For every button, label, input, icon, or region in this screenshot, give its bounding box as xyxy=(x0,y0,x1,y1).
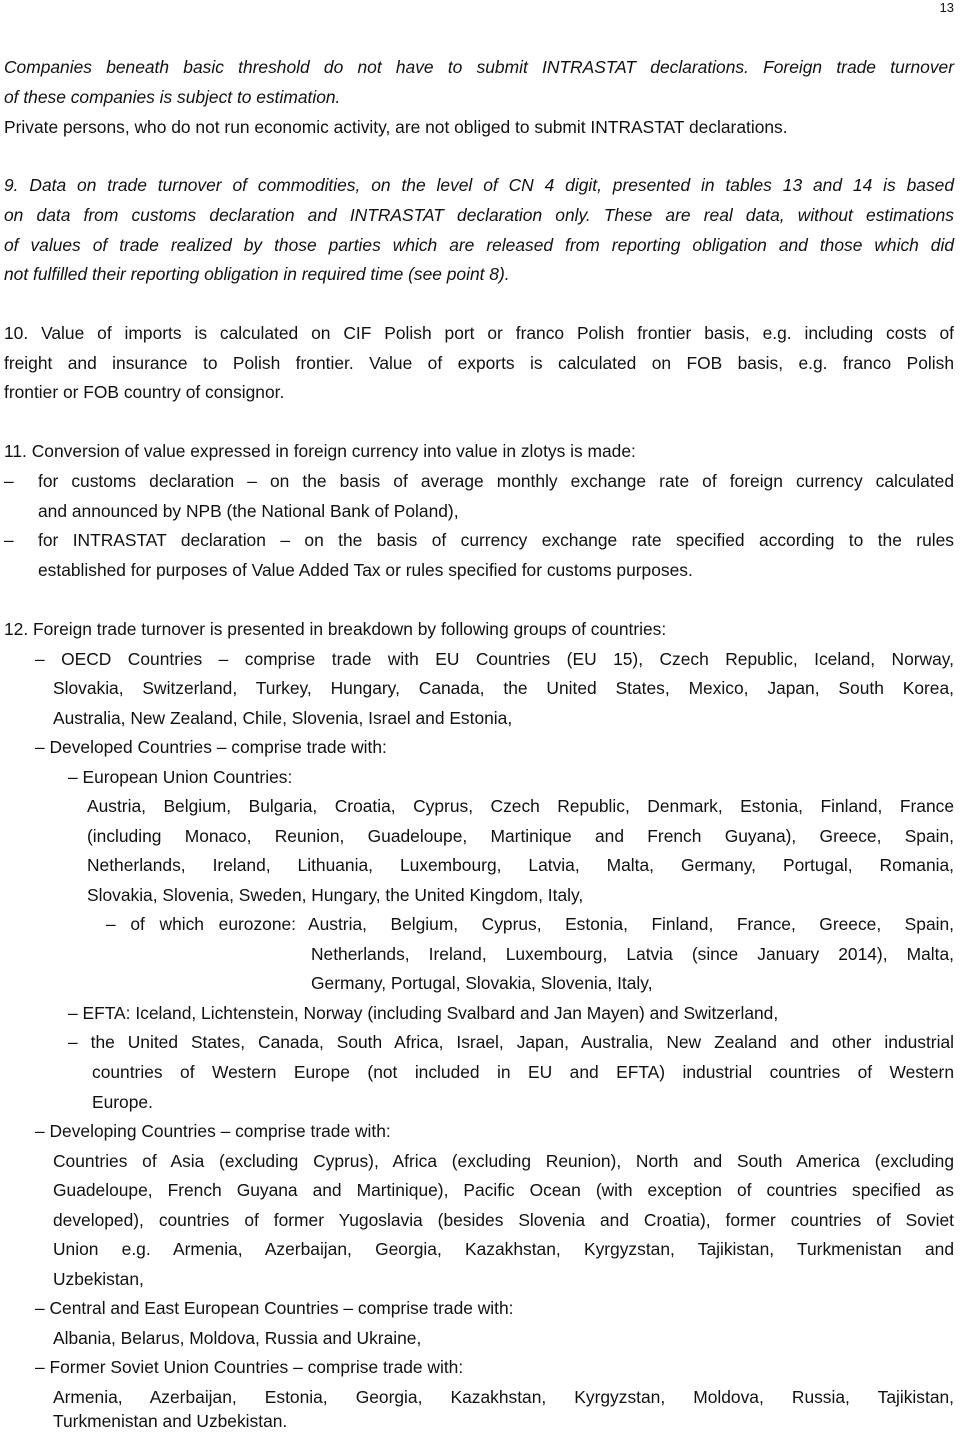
oecd-line-1: – OECD Countries – comprise trade with EU Countries (EU 15), Czech Republic, Iceland, Norway, xyxy=(35,649,954,669)
fsu-countries-line-1: Armenia, Azerbaijan, Estonia, Georgia, Kazakhstan, Kyrgyzstan, Moldova, Russia, Tajikistan, xyxy=(53,1387,954,1407)
point-10-line-2: freight and insurance to Polish frontier. Value of exports is calculated on FOB basis, e.g. franco Polish xyxy=(4,353,954,373)
point-9-line-1: 9. Data on trade turnover of commodities, on the level of CN 4 digit, presented in tables 13 and 14 is based xyxy=(4,175,954,195)
point-11-line-1: 11. Conversion of value expressed in foreign currency into value in zlotys is made: xyxy=(4,441,636,461)
developing-countries-line-4: Union e.g. Armenia, Azerbaijan, Georgia, Kazakhstan, Kyrgyzstan, Tajikistan, Turkmenistan and xyxy=(53,1239,954,1259)
eurozone-line-3: Germany, Portugal, Slovakia, Slovenia, Italy, xyxy=(311,973,653,993)
point-9-line-3: of values of trade realized by those parties which are released from reporting obligation and those which did xyxy=(4,235,954,255)
developing-line-1: – Developing Countries – comprise trade with: xyxy=(35,1121,391,1141)
fsu-line-1: – Former Soviet Union Countries – comprise trade with: xyxy=(35,1357,464,1377)
eu-countries-line-4: Slovakia, Slovenia, Sweden, Hungary, the United Kingdom, Italy, xyxy=(87,885,584,905)
point-11-bullet-1-line-1: for customs declaration – on the basis of average monthly exchange rate of foreign currency calculated xyxy=(38,471,954,491)
developing-countries-line-2: Guadeloupe, French Guyana and Martinique), Pacific Ocean (with exception of countries specified as xyxy=(53,1180,954,1200)
oecd-line-2: Slovakia, Switzerland, Turkey, Hungary, Canada, the United States, Mexico, Japan, South Korea, xyxy=(53,678,954,698)
us-line-2: countries of Western Europe (not included in EU and EFTA) industrial countries of Western xyxy=(92,1062,954,1082)
point-11-bullet-1-dash: – xyxy=(4,471,14,491)
eurozone-line-1: Austria, Belgium, Cyprus, Estonia, Finland, France, Greece, Spain, xyxy=(308,914,954,934)
eurozone-label: – of which eurozone: xyxy=(106,914,296,934)
intro-line-2: of these companies is subject to estimation. xyxy=(4,87,341,107)
developed-line-1: – Developed Countries – comprise trade with: xyxy=(35,737,387,757)
cee-line-1: – Central and East European Countries – comprise trade with: xyxy=(35,1298,514,1318)
point-12-line-1: 12. Foreign trade turnover is presented in breakdown by following groups of countries: xyxy=(4,619,667,639)
eu-heading: – European Union Countries: xyxy=(68,767,293,787)
point-11-bullet-2-line-1: for INTRASTAT declaration – on the basis of currency exchange rate specified according to the rules xyxy=(38,530,954,550)
point-11-bullet-1-line-2: and announced by NPB (the National Bank of Poland), xyxy=(38,501,459,521)
eu-countries-line-3: Netherlands, Ireland, Lithuania, Luxembourg, Latvia, Malta, Germany, Portugal, Romania, xyxy=(87,855,954,875)
us-line-1: – the United States, Canada, South Africa, Israel, Japan, Australia, New Zealand and other industrial xyxy=(68,1032,954,1052)
efta-line: – EFTA: Iceland, Lichtenstein, Norway (including Svalbard and Jan Mayen) and Switzerland, xyxy=(68,1003,779,1023)
point-10-line-3: frontier or FOB country of consignor. xyxy=(4,382,285,402)
point-10-line-1: 10. Value of imports is calculated on CIF Polish port or franco Polish frontier basis, e.g. including costs of xyxy=(4,323,954,343)
point-9-line-4: not fulfilled their reporting obligation in required time (see point 8). xyxy=(4,264,510,284)
point-11-bullet-2-line-2: established for purposes of Value Added Tax or rules specified for customs purposes. xyxy=(38,560,693,580)
developing-countries-line-1: Countries of Asia (excluding Cyprus), Africa (excluding Reunion), North and South America (excluding xyxy=(53,1151,954,1171)
intro-line-1: Companies beneath basic threshold do not have to submit INTRASTAT declarations. Foreign trade turnover xyxy=(4,57,954,77)
fsu-countries-line-2: Turkmenistan and Uzbekistan. xyxy=(53,1411,288,1431)
point-11-bullet-2-dash: – xyxy=(4,530,14,550)
eu-countries-line-2: (including Monaco, Reunion, Guadeloupe, Martinique and French Guyana), Greece, Spain, xyxy=(87,826,954,846)
developing-countries-line-5: Uzbekistan, xyxy=(53,1269,144,1289)
intro-line-3: Private persons, who do not run economic activity, are not obliged to submit INTRASTAT declarations. xyxy=(4,117,788,137)
eu-countries-line-1: Austria, Belgium, Bulgaria, Croatia, Cyprus, Czech Republic, Denmark, Estonia, Finland, France xyxy=(87,796,954,816)
cee-countries-line: Albania, Belarus, Moldova, Russia and Ukraine, xyxy=(53,1328,422,1348)
oecd-line-3: Australia, New Zealand, Chile, Slovenia, Israel and Estonia, xyxy=(53,708,513,728)
developing-countries-line-3: developed), countries of former Yugoslavia (besides Slovenia and Croatia), former countries of Soviet xyxy=(53,1210,954,1230)
point-9-line-2: on data from customs declaration and INTRASTAT declaration only. These are real data, without estimations xyxy=(4,205,954,225)
eurozone-line-2: Netherlands, Ireland, Luxembourg, Latvia (since January 2014), Malta, xyxy=(311,944,954,964)
us-line-3: Europe. xyxy=(92,1092,153,1112)
page-number: 13 xyxy=(939,0,954,15)
